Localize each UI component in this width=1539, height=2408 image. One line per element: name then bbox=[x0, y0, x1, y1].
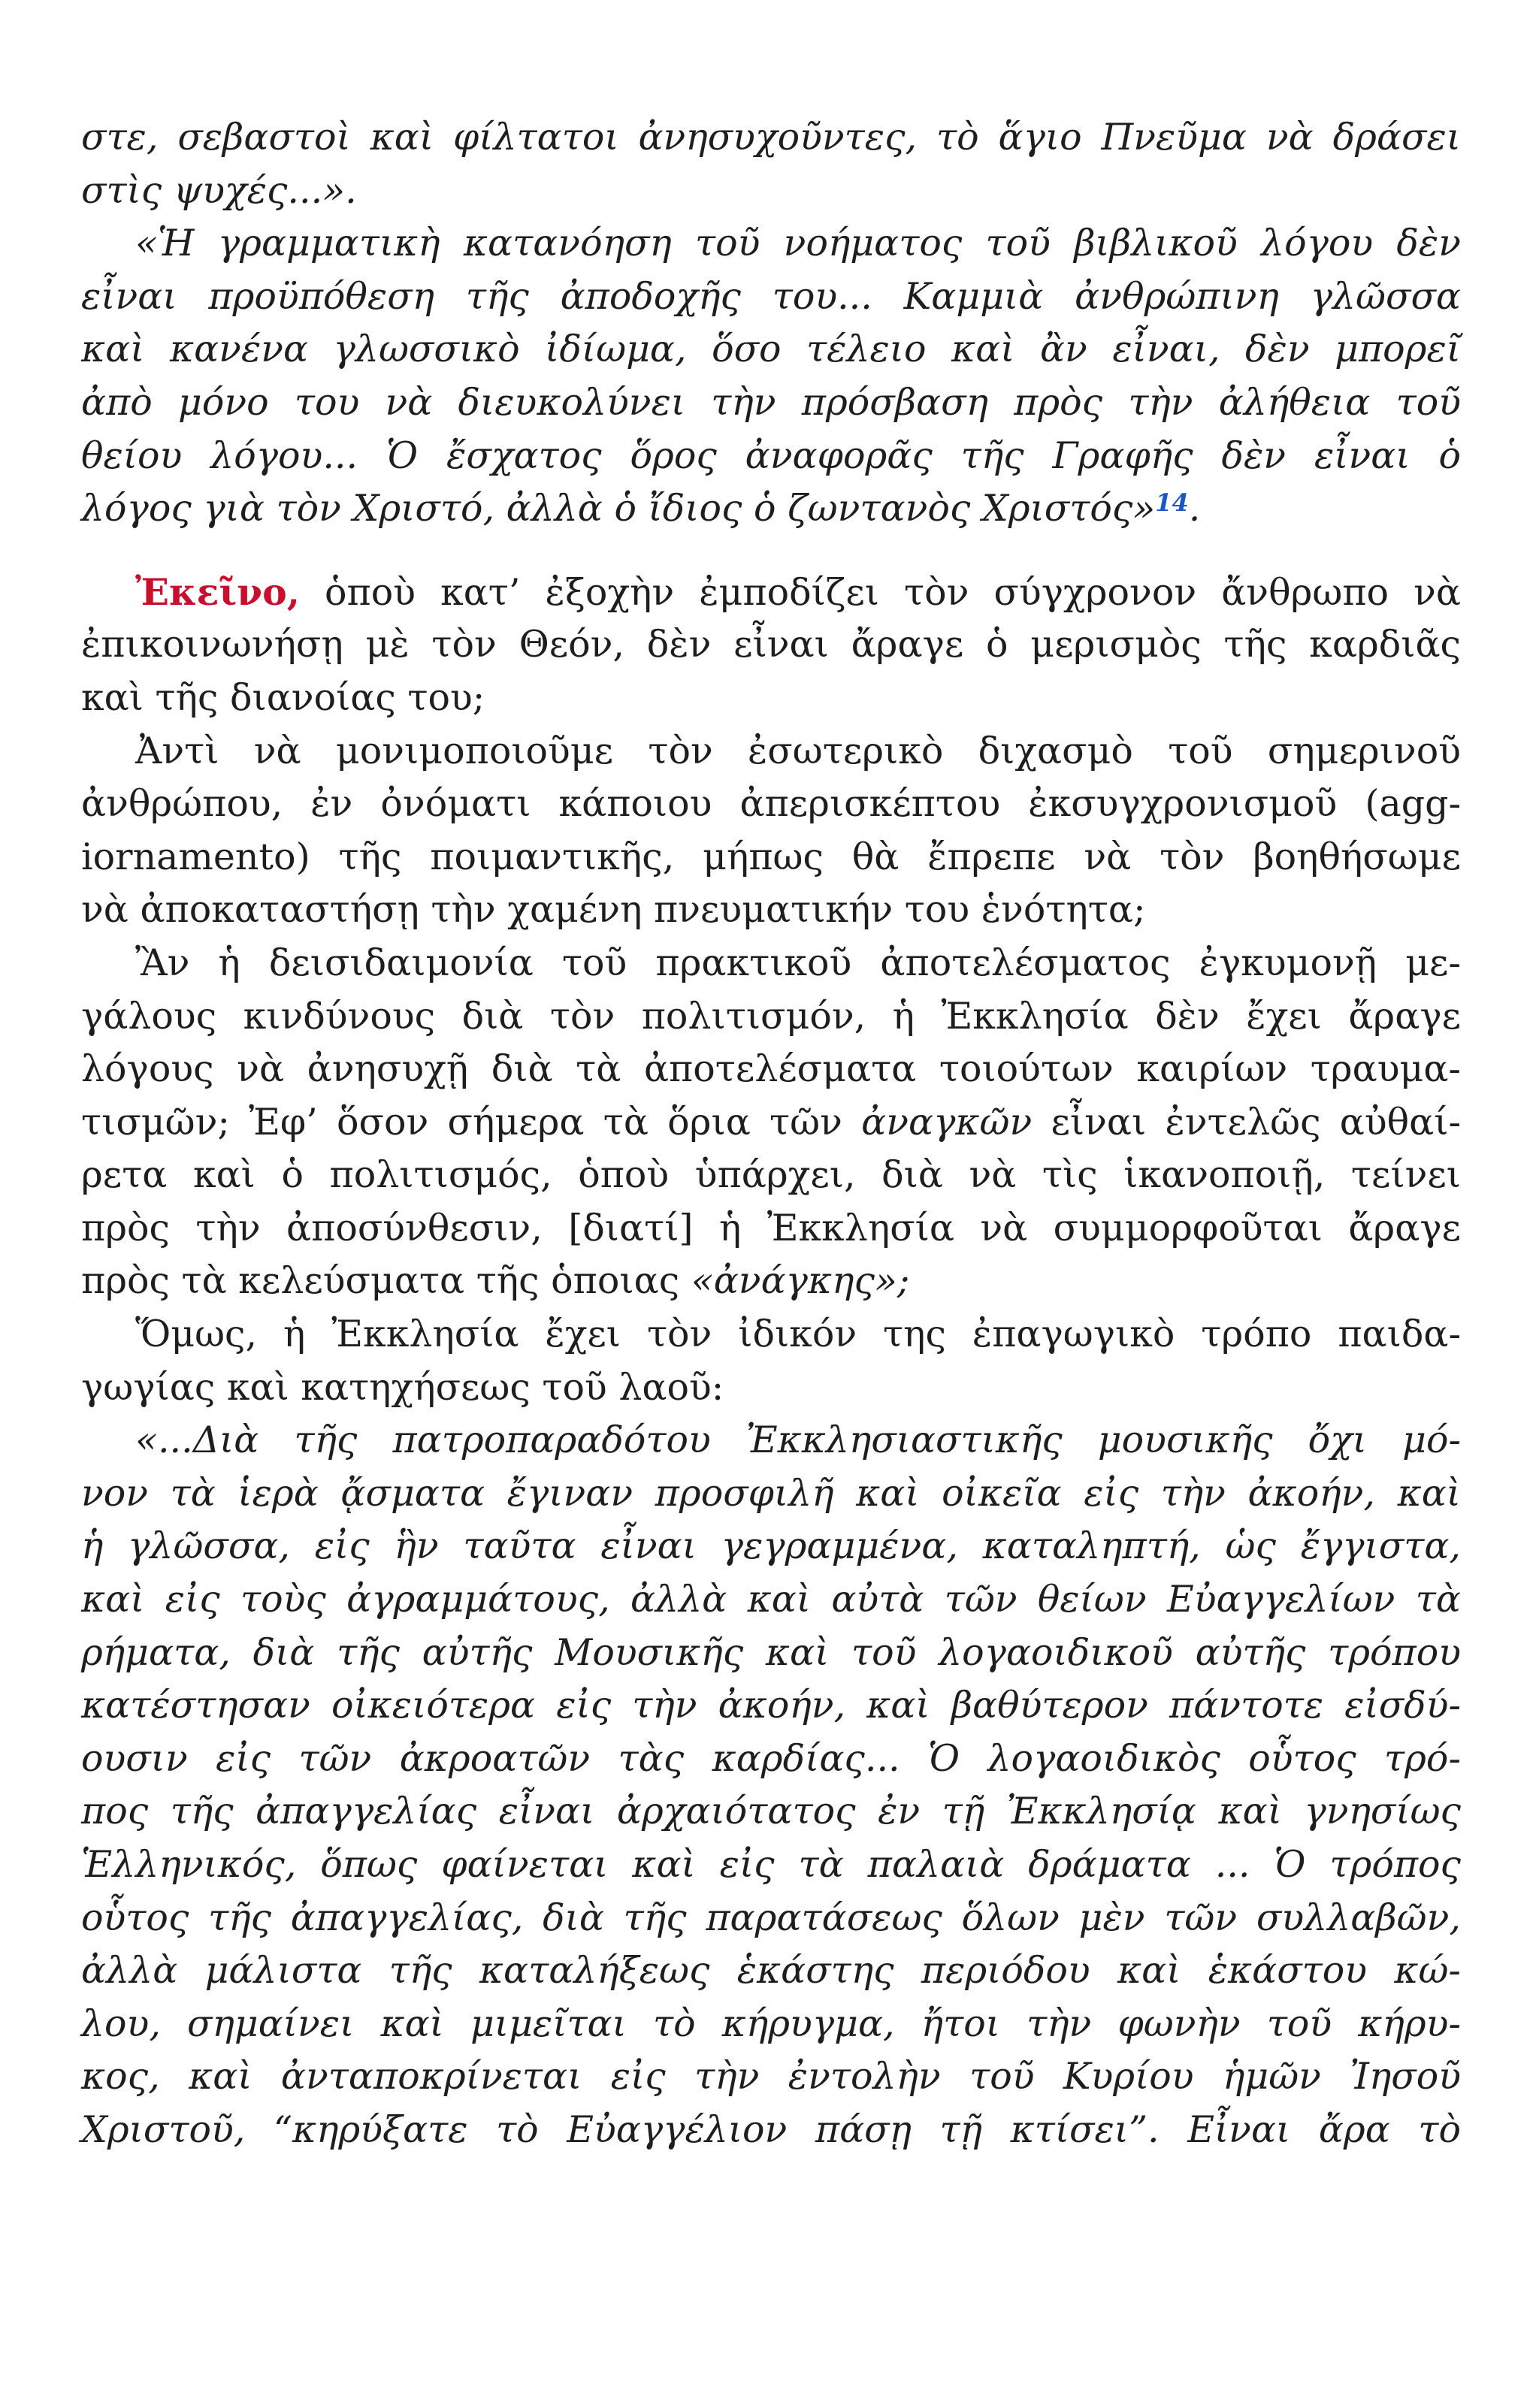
para2-line-3: iornamento) τῆς ποιμαντικῆς, μήπως θὰ ἔπρεπε νὰ τὸν βοηθήσωμε bbox=[81, 835, 1461, 878]
para2-line-2: ἀνθρώπου, ἐν ὀνόματι κάποιου ἀπερισκέπτου ἐκσυγχρονισμοῦ (agg- bbox=[81, 782, 1461, 826]
quote2-end-punct: . bbox=[1188, 487, 1201, 530]
para1-lead-word: Ἐκεῖνο, bbox=[135, 570, 300, 614]
para3-line-6: πρὸς τὴν ἀποσύνθεσιν, [διατί] ἡ Ἐκκλησία νὰ συμμορφοῦται ἄραγε bbox=[81, 1206, 1461, 1249]
para4-line-1: Ὅμως, ἡ Ἐκκλησία ἔχει τὸν ἰδικόν της ἐπαγωγικὸ τρόπο παιδα- bbox=[135, 1313, 1461, 1356]
quote3-line-4: καὶ εἰς τοὺς ἀγραμμάτους, ἀλλὰ καὶ αὐτὰ τῶν θείων Εὐαγγελίων τὰ bbox=[81, 1578, 1461, 1621]
quote3-line-6: κατέστησαν οἰκειότερα εἰς τὴν ἀκοήν, καὶ βαθύτερον πάντοτε εἰσδύ- bbox=[81, 1684, 1461, 1727]
quote3-line-7: ουσιν εἰς τῶν ἀκροατῶν τὰς καρδίας... Ὁ λογαοιδικὸς οὗτος τρό- bbox=[81, 1736, 1461, 1780]
quote2-line-3: καὶ κανένα γλωσσικὸ ἰδίωμα, ὅσο τέλειο καὶ ἂν εἶναι, δὲν μπορεῖ bbox=[81, 328, 1461, 371]
footnote-marker[interactable]: 14 bbox=[1155, 488, 1189, 518]
para3-line-7 bbox=[81, 1255, 1461, 1308]
para3-line-2: γάλους κινδύνους διὰ τὸν πολιτισμόν, ἡ Ἐκκλησία δὲν ἔχει ἄραγε bbox=[81, 994, 1461, 1038]
quote3-line-9: Ἑλληνικός, ὅπως φαίνεται καὶ εἰς τὰ παλαιὰ δράματα ... Ὁ τρόπος bbox=[81, 1843, 1461, 1886]
quote3-line-14: Χριστοῦ, “κηρύξατε τὸ Εὐαγγέλιον πάσῃ τῇ κτίσει”. Εἶναι ἄρα τὸ bbox=[81, 2107, 1461, 2151]
quote3-line-5: ρήματα, διὰ τῆς αὐτῆς Μουσικῆς καὶ τοῦ λογαοιδικοῦ αὐτῆς τρόπου bbox=[81, 1630, 1461, 1674]
para4-line-2: γωγίας καὶ κατηχήσεως τοῦ λαοῦ: bbox=[81, 1365, 724, 1409]
para3-line4-italic: ἀναγκῶν bbox=[861, 1100, 1033, 1144]
quote3-line-2: νον τὰ ἱερὰ ᾄσματα ἔγιναν προσφιλῆ καὶ οἰκεῖα εἰς τὴν ἀκοήν, καὶ bbox=[81, 1471, 1461, 1515]
quote1-line-1: στε, σεβαστοὶ καὶ φίλτατοι ἀνησυχοῦντες, τὸ ἅγιο Πνεῦμα νὰ δράσει bbox=[81, 116, 1461, 159]
quote3-line-3: ἡ γλῶσσα, εἰς ἣν ταῦτα εἶναι γεγραμμένα, καταληπτή, ὡς ἔγγιστα, bbox=[81, 1524, 1461, 1568]
para3-line4-pre: τισμῶν; Ἐφ’ ὅσον σήμερα τὰ ὅρια τῶν bbox=[81, 1100, 862, 1144]
quote3-line-13: κος, καὶ ἀνταποκρίνεται εἰς τὴν ἐντολὴν τοῦ Κυρίου ἡμῶν Ἰησοῦ bbox=[81, 2055, 1461, 2098]
quote3-line-10: οὗτος τῆς ἀπαγγελίας, διὰ τῆς παρατάσεως ὅλων μὲν τῶν συλλαβῶν, bbox=[81, 1896, 1461, 1939]
quote2-line-6 bbox=[81, 482, 1461, 536]
quote2-last-text: λόγος γιὰ τὸν Χριστό, ἀλλὰ ὁ ἴδιος ὁ ζωντανὸς Χριστός» bbox=[81, 487, 1156, 530]
quote2-line-4: ἀπὸ μόνο του νὰ διευκολύνει τὴν πρόσβαση πρὸς τὴν ἀλήθεια τοῦ bbox=[81, 380, 1461, 424]
para1-line1-rest: ὁποὺ κατ’ ἐξοχὴν ἐμποδίζει τὸν σύγχρονον ἄνθρωπο νὰ bbox=[299, 570, 1461, 614]
page-body bbox=[81, 111, 1461, 2157]
para3-line-3: λόγους νὰ ἀνησυχῇ διὰ τὰ ἀποτελέσματα τοιούτων καιρίων τραυμα- bbox=[81, 1047, 1461, 1091]
para3-last-pre: πρὸς τὰ κελεύσματα τῆς ὁποιας bbox=[81, 1259, 691, 1303]
quote1-line-2: στὶς ψυχές...». bbox=[81, 168, 357, 212]
quote2-line-5: θείου λόγου... Ὁ ἔσχατος ὅρος ἀναφορᾶς τῆς Γραφῆς δὲν εἶναι ὁ bbox=[81, 434, 1461, 477]
quote3-line-11: ἀλλὰ μάλιστα τῆς καταλήξεως ἑκάστης περιόδου καὶ ἑκάστου κώ- bbox=[81, 1949, 1461, 1993]
para3-line-1: Ἂν ἡ δεισιδαιμονία τοῦ πρακτικοῦ ἀποτελέσματος ἐγκυμονῇ με- bbox=[135, 941, 1461, 984]
quote3-line-12: λου, σημαίνει καὶ μιμεῖται τὸ κήρυγμα, ἤτοι τὴν φωνὴν τοῦ κήρυ- bbox=[81, 2002, 1461, 2045]
quote3-line-8: πος τῆς ἀπαγγελίας εἶναι ἀρχαιότατος ἐν τῇ Ἐκκλησίᾳ καὶ γνησίως bbox=[81, 1790, 1461, 1833]
para3-last-italic: «ἀνάγκης»; bbox=[691, 1259, 910, 1303]
para3-line-5: ρετα καὶ ὁ πολιτισμός, ὁποὺ ὑπάρχει, διὰ νὰ τὶς ἱκανοποιῇ, τείνει bbox=[81, 1153, 1461, 1197]
para3-line4-post: εἶναι ἐντελῶς αὐθαί- bbox=[1032, 1100, 1462, 1144]
quote2-line-2: εἶναι προϋπόθεση τῆς ἀποδοχῆς του... Καμμιὰ ἀνθρώπινη γλῶσσα bbox=[81, 274, 1461, 318]
para2-line-1: Ἀντὶ νὰ μονιμοποιοῦμε τὸν ἐσωτερικὸ διχασμὸ τοῦ σημερινοῦ bbox=[135, 729, 1461, 772]
para3-line-4 bbox=[81, 1096, 1461, 1150]
para1-line-3: καὶ τῆς διανοίας του; bbox=[81, 675, 485, 719]
quote3-line-1: «...Διὰ τῆς πατροπαραδότου Ἐκκλησιαστικῆς μουσικῆς ὄχι μό- bbox=[135, 1419, 1461, 1462]
para2-line-4: νὰ ἀποκαταστήσῃ τὴν χαμένη πνευματικήν του ἑνότητα; bbox=[81, 888, 1146, 932]
para1-line-1 bbox=[81, 566, 1461, 619]
quote2-line-1: «Ἡ γραμματικὴ κατανόηση τοῦ νοήματος τοῦ βιβλικοῦ λόγου δὲν bbox=[135, 222, 1461, 265]
para1-line-2: ἐπικοινωνήσῃ μὲ τὸν Θεόν, δὲν εἶναι ἄραγε ὁ μερισμὸς τῆς καρδιᾶς bbox=[81, 623, 1461, 666]
